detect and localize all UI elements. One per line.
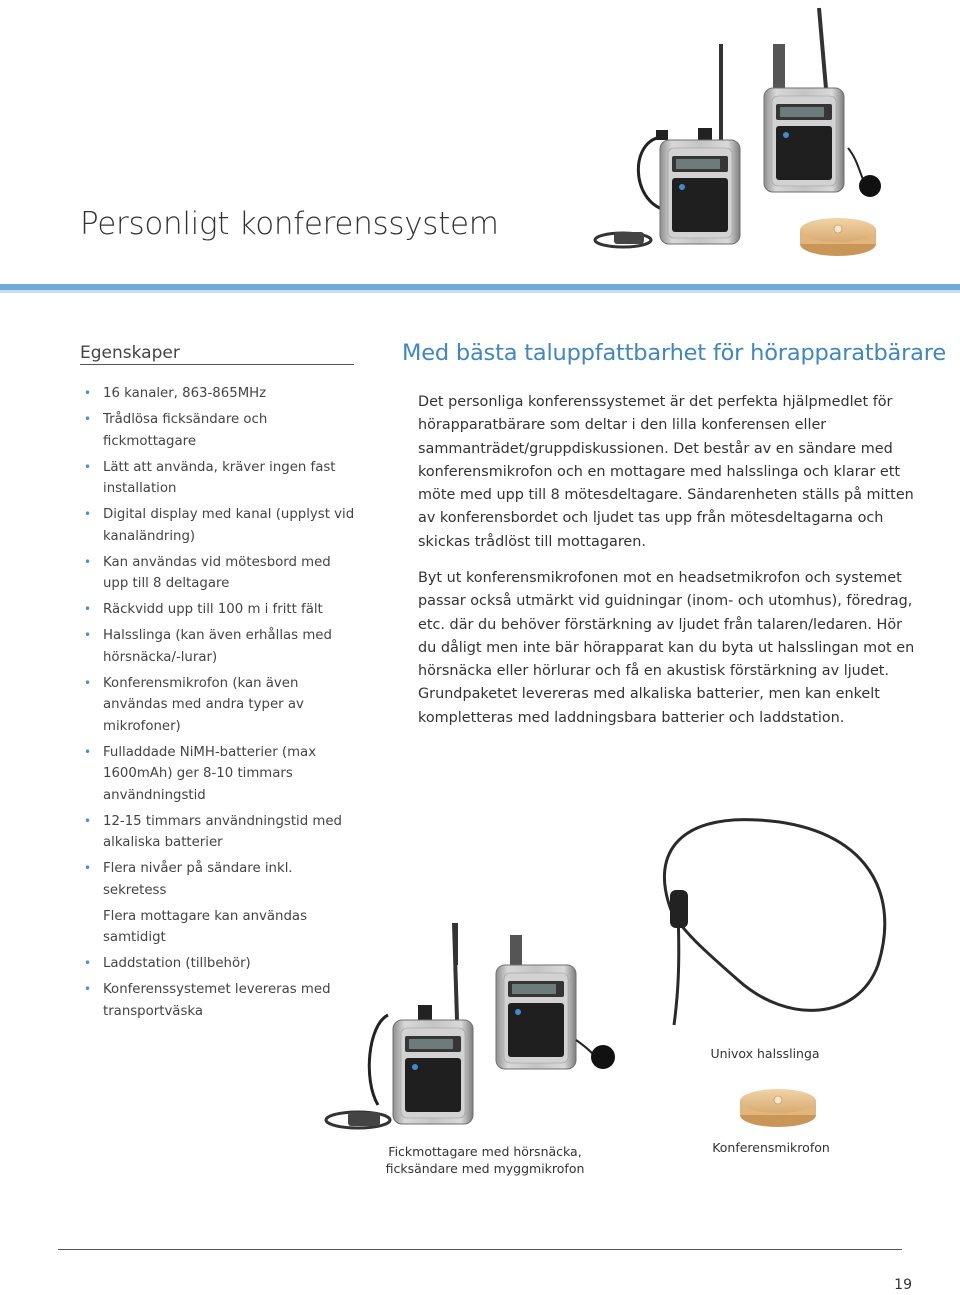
caption-devices-line2: ficksändare med myggmikrofon — [385, 1160, 585, 1176]
caption-devices — [380, 1144, 590, 1177]
transmitter-connector — [773, 44, 785, 89]
list-item: • 12-15 timmars användningstid med alkaliska batterier — [80, 811, 355, 854]
clip-microphone — [859, 175, 881, 197]
list-item: • Laddstation (tillbehör) — [80, 953, 355, 975]
product-photo-top — [590, 0, 940, 265]
neckloop-plug — [670, 890, 688, 928]
caption-neckloop: Univox halsslinga — [710, 1046, 820, 1061]
neckloop — [664, 820, 884, 1011]
transmitter-antenna — [819, 8, 827, 100]
features-divider — [80, 364, 354, 365]
clip-microphone — [591, 1045, 615, 1069]
list-item: • Fulladdade NiMH-batterier (max 1600mAh) ger 8-10 timmars användningstid — [80, 742, 355, 807]
transmitter-device — [764, 88, 844, 192]
main-heading: Med bästa taluppfattbarhet för hörapparatbärare — [402, 340, 946, 366]
list-item: • Halsslinga (kan även erhållas med hörsnäcka/-lurar) — [80, 625, 355, 668]
list-item: • Konferenssystemet levereras med transportväska — [80, 979, 355, 1022]
features-list — [80, 383, 355, 1027]
page-title: Personligt konferenssystem — [80, 206, 499, 242]
footer-divider — [58, 1249, 902, 1250]
list-item: • Konferensmikrofon (kan även användas med andra typer av mikrofoner) — [80, 673, 355, 738]
list-item: • Räckvidd upp till 100 m i fritt fält — [80, 599, 355, 621]
body-paragraph-2: Byt ut konferensmikrofonen mot en headsetmikrofon och systemet passar också utmärkt vid guidningar (inom- och utomhus), föredrag, etc. där du behöver förstärkning av ljudet från talaren/ledaren. Hör du dåligt men inte bär hörapparat kan du byta ut halsslingan mot en hörsnäcka eller hörlurar och få en akustisk förstärkning av ljudet. Grundpaketet levereras med alkaliska batterier, men kan enkelt kompletteras med laddningsbara batterier och laddstation. — [418, 570, 915, 726]
receiver-device — [393, 1020, 473, 1124]
receiver-device — [660, 140, 740, 244]
list-item: • Lätt att använda, kräver ingen fast installation — [80, 457, 355, 500]
product-photo-bottom — [318, 815, 918, 1150]
body-paragraph-1: Det personliga konferenssystemet är det perfekta hjälpmedlet för hörapparatbärare som deltar i den lilla konferensen eller sammanträdet/gruppdiskussionen. Det består av en sändare med konferensmikrofon och en mottagare med halsslinga och klarar ett möte med upp till 8 mötesdeltagare. Sändarenheten ställs på mitten av konferensbordet och ljudet tas upp från mötesdeltagarna och skickas trådlöst till mottagaren. — [418, 394, 914, 550]
caption-devices-line1: Fickmottagare med hörsnäcka, — [388, 1144, 582, 1159]
list-item: • Trådlösa ficksändare och fickmottagare — [80, 409, 355, 452]
caption-conference-microphone: Konferensmikrofon — [712, 1140, 830, 1155]
list-item: • 16 kanaler, 863-865MHz — [80, 383, 355, 405]
header-band-light — [0, 290, 960, 293]
features-heading: Egenskaper — [80, 343, 180, 363]
list-item: • Digital display med kanal (upplyst vid kanaländring) — [80, 504, 355, 547]
list-item: • Kan användas vid mötesbord med upp till 8 deltagare — [80, 552, 355, 595]
list-item: • Flera nivåer på sändare inkl. sekretess — [80, 858, 355, 901]
page-number: 19 — [894, 1277, 912, 1293]
transmitter-device — [496, 965, 576, 1069]
list-item: Flera mottagare kan användas samtidigt — [103, 908, 308, 945]
